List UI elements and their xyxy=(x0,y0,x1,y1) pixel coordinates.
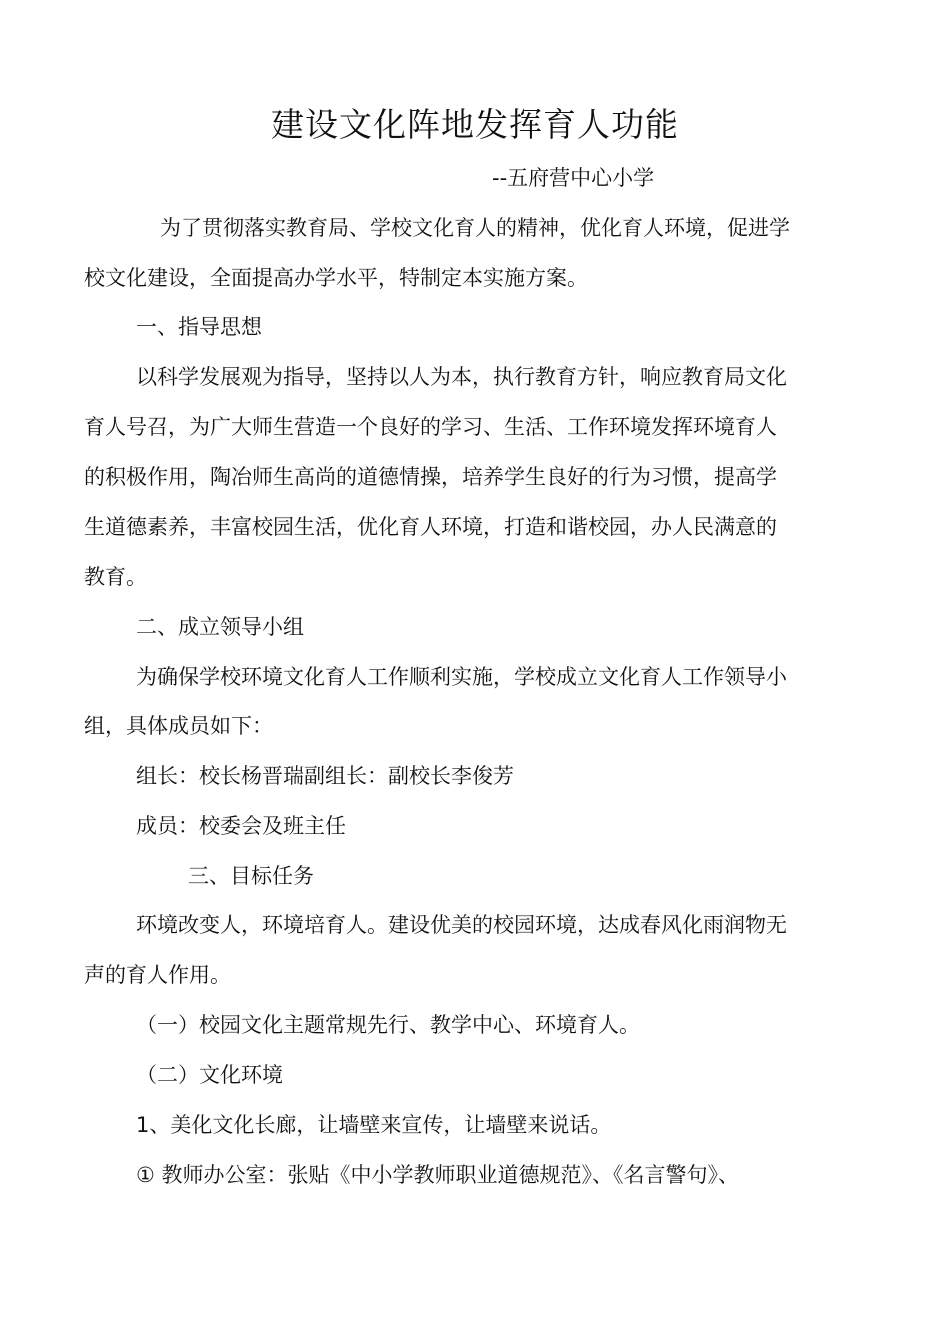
paragraph-line: 教育。 xyxy=(84,565,147,589)
list-item: 1、美化文化长廊，让墙壁来宣传，让墙壁来说话。 xyxy=(136,1113,612,1137)
paragraph-line: 生道德素养，丰富校园生活，优化育人环境，打造和谐校园，办人民满意的 xyxy=(84,515,777,539)
document-title: 建设文化阵地发挥育人功能 xyxy=(271,105,679,144)
paragraph-line: 的积极作用，陶冶师生高尚的道德情操，培养学生良好的行为习惯，提高学 xyxy=(84,465,777,489)
paragraph-line: 校文化建设，全面提高办学水平，特制定本实施方案。 xyxy=(84,266,588,290)
paragraph-line: 以科学发展观为指导，坚持以人为本，执行教育方针，响应教育局文化 xyxy=(136,365,787,389)
section-heading: 三、目标任务 xyxy=(188,864,314,888)
section-heading: 一、指导思想 xyxy=(136,315,262,339)
paragraph-line: 为确保学校环境文化育人工作顺利实施，学校成立文化育人工作领导小 xyxy=(136,665,787,689)
subsection-heading: （一）校园文化主题常规先行、教学中心、环境育人。 xyxy=(136,1013,640,1037)
paragraph-line: 环境改变人，环境培育人。建设优美的校园环境，达成春风化雨润物无 xyxy=(136,913,787,937)
document-subtitle: --五府营中心小学 xyxy=(492,166,655,190)
subsection-heading: （二）文化环境 xyxy=(136,1063,283,1087)
paragraph-line: 组，具体成员如下： xyxy=(84,714,273,738)
section-heading: 二、成立领导小组 xyxy=(136,615,304,639)
paragraph-line: 声的育人作用。 xyxy=(84,963,231,987)
list-item: ① 教师办公室：张贴《中小学教师职业道德规范》、《名言警句》、 xyxy=(136,1163,739,1187)
paragraph-line: 成员：校委会及班主任 xyxy=(136,814,346,838)
paragraph-line: 育人号召，为广大师生营造一个良好的学习、生活、工作环境发挥环境育人 xyxy=(84,415,777,439)
paragraph-line: 组长：校长杨晋瑞副组长：副校长李俊芳 xyxy=(136,764,514,788)
paragraph-line: 为了贯彻落实教育局、学校文化育人的精神，优化育人环境，促进学 xyxy=(160,216,790,240)
